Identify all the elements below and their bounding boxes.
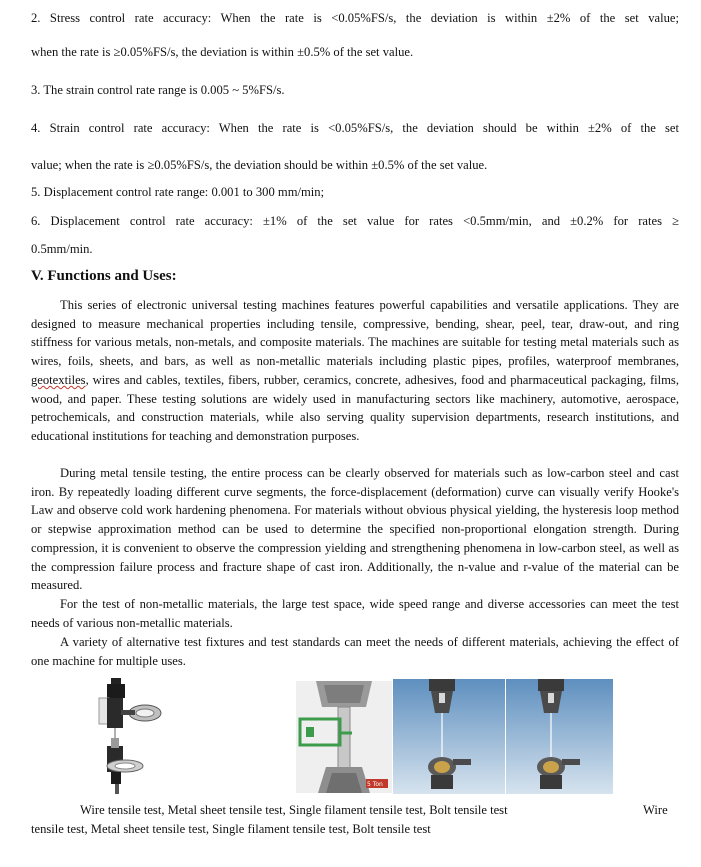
paragraph-2-text: During metal tensile testing, the entire process can be clearly observed for materials such as low-carbon steel and cast iron. By repeatedly loading different curve segments, the force-displacement (deformation) curve can visually verify Hooke's Law and observe cold work hardening phenomena. For materials without obvious physical yielding, the hysteresis loop method or stepwise approximation method can be used to determine the specified non-proportional elongation strength. During compression, it is convenient to observe the compression yielding and strengthening phenomena in low-carbon steel, as well as the compression failure process and fracture shape of cast iron. Additionally, the n-value and r-value of the material can be measured. — [31, 466, 679, 593]
caption-line-2: tensile test, Metal sheet tensile test, Single filament tensile test, Bolt tensile test — [31, 822, 431, 836]
paragraph-3-text: For the test of non-metallic materials, the large test space, wide speed range and diverse accessories can meet the test needs of various non-metallic materials. — [31, 597, 679, 630]
paragraph-functions — [31, 296, 679, 446]
spec-item-6-line-1: 6. Displacement control rate accuracy: ±1% of the set value for rates <0.5mm/min, and ±0.2% for rates ≥ — [31, 214, 679, 228]
photo-badge-text: 5 Ton — [367, 781, 383, 788]
spec-item-2-line-1: 2. Stress control rate accuracy: When the rate is <0.05%FS/s, the deviation is within ±2% of the set value; — [31, 11, 679, 25]
caption-line-1: Wire tensile test, Metal sheet tensile test, Single filament tensile test, Bolt tensile test — [80, 803, 508, 817]
paragraph-1-part-a: This series of electronic universal testing machines features powerful capabilities and versatile applications. They are designed to measure mechanical properties including tensile, compressive, bending, shear, peel, tear, draw-out, and ring stiffness for various metals, non-metals, and composite materials. The machines are suitable for testing metal materials such as wires, foils, sheets, and bars, as well as non-metallic materials including plastic pipes, profiles, waterproof membranes, — [31, 298, 679, 369]
photo-single-filament-tensile — [393, 679, 505, 794]
spec-item-2-line-2: when the rate is ≥0.05%FS/s, the deviation is within ±0.5% of the set value. — [31, 45, 414, 59]
paragraph-4-text: A variety of alternative test fixtures and test standards can meet the needs of different materials, achieving the effect of one machine for multiple uses. — [31, 635, 679, 668]
section-heading: V. Functions and Uses: — [31, 268, 177, 284]
spec-item-3: 3. The strain control rate range is 0.005 ~ 5%FS/s. — [31, 83, 285, 97]
paragraph-non-metallic — [31, 595, 679, 632]
photo-bolt-tensile — [506, 679, 613, 794]
spellcheck-marked-word: geotextiles — [31, 372, 86, 387]
paragraph-metal-testing — [31, 464, 679, 595]
spec-item-5: 5. Displacement control rate range: 0.001 to 300 mm/min; — [31, 185, 325, 199]
spec-item-4-line-1: 4. Strain control rate accuracy: When the rate is <0.05%FS/s, the deviation should be within ±2% of the set — [31, 121, 679, 135]
photo-wire-tensile-fixture — [85, 678, 167, 794]
paragraph-1-part-b: , wires and cables, textiles, fibers, rubber, ceramics, concrete, adhesives, food and pharmaceutical packaging, films, wood, and paper. These testing solutions are widely used in manufacturing sectors like machinery, automotive, aerospace, petrochemicals, and construction materials, while also serving quality supervision departments, research institutions, and educational institutions for teaching and demonstration purposes. — [31, 372, 679, 443]
spec-item-4-line-2: value; when the rate is ≥0.05%FS/s, the deviation should be within ±0.5% of the set value. — [31, 158, 488, 172]
spec-item-6-line-2: 0.5mm/min. — [31, 242, 93, 256]
caption-line-1-end: Wire — [643, 803, 668, 817]
paragraph-fixtures — [31, 633, 679, 670]
photo-metal-sheet-tensile — [296, 681, 392, 793]
